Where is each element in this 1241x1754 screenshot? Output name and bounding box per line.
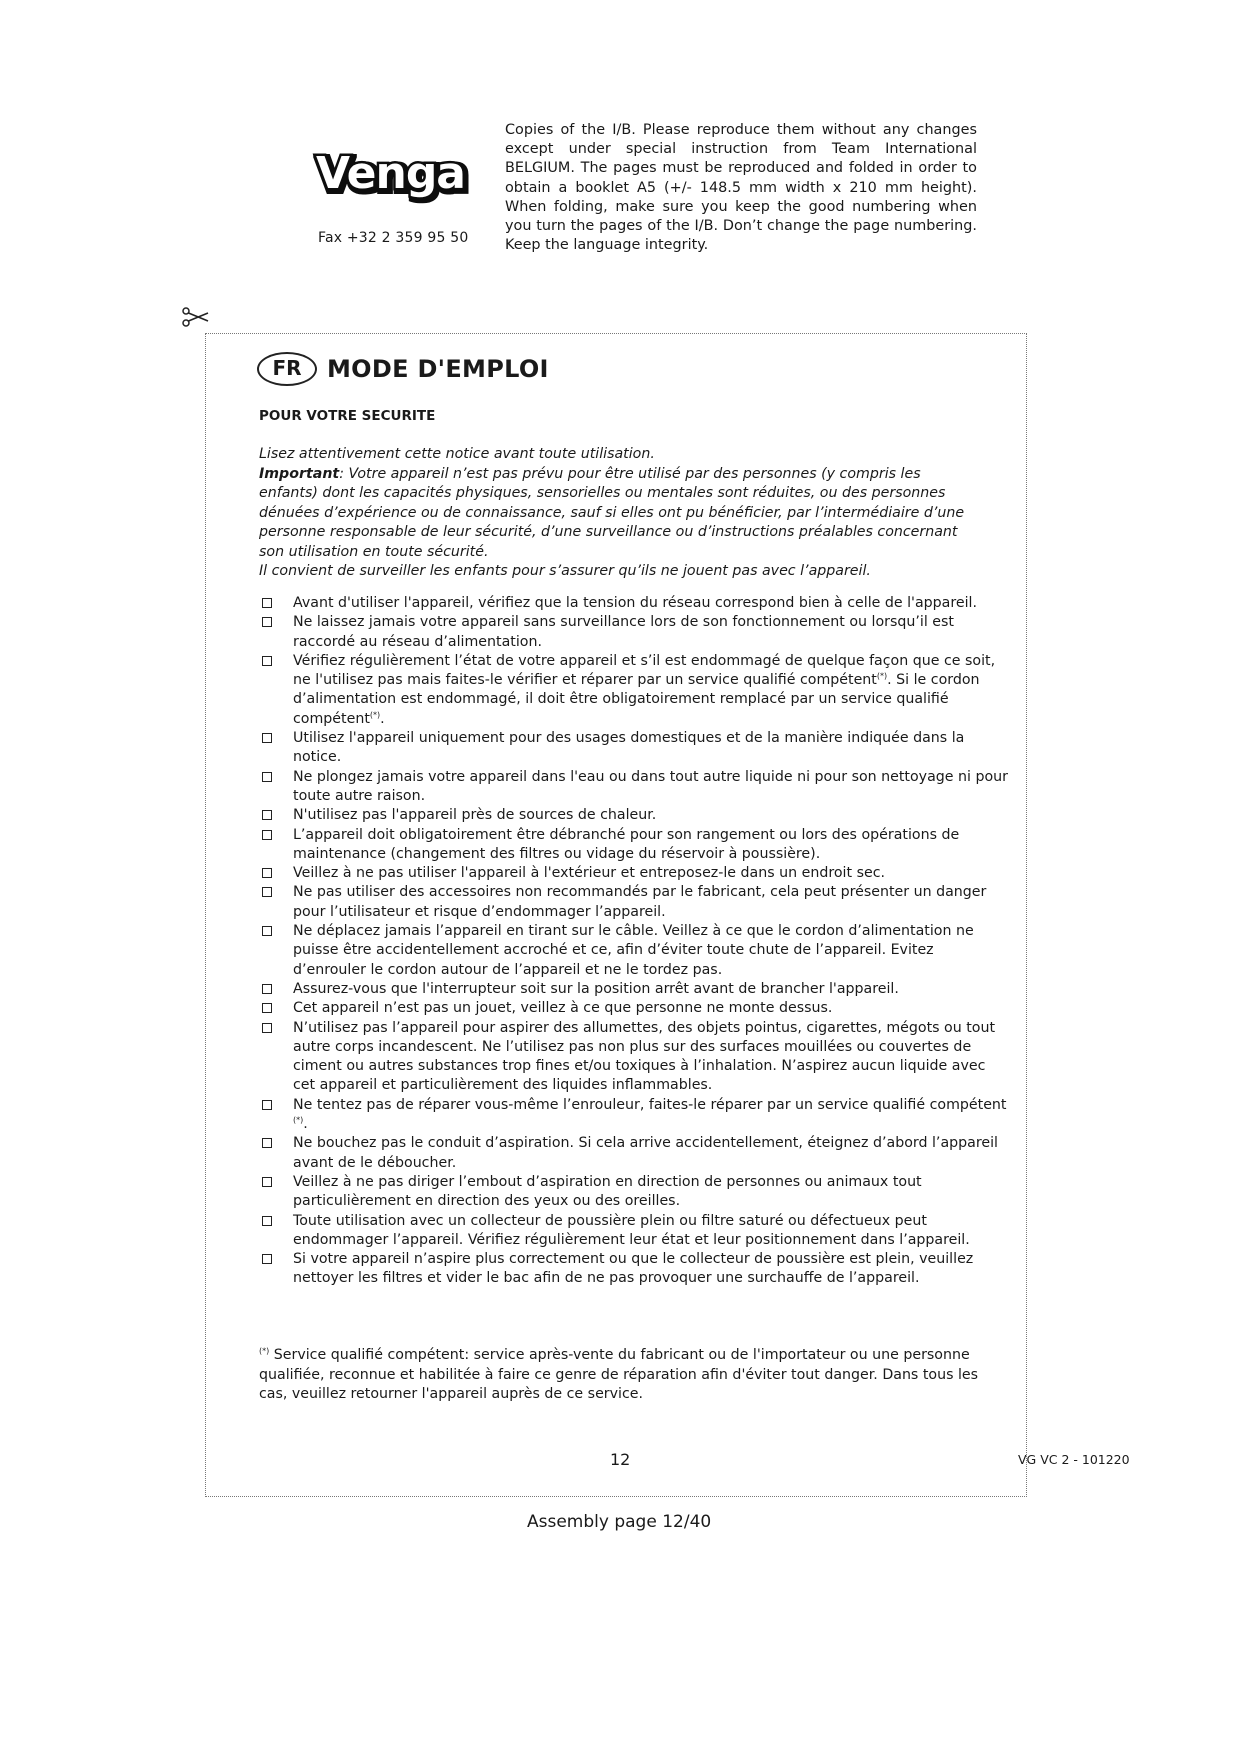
checkbox-bullet-icon <box>262 868 272 878</box>
reproduction-instructions: Copies of the I/B. Please reproduce them without any changes except under special instruction from Team International BELGIUM. The pages must be reproduced and folded in order to obtain a booklet A5 (+/- 148.5 mm width x 210 mm height). When folding, make sure you keep the good numbering when you turn the pages of the I/B. Don’t change the page numbering. Keep the language integrity. <box>505 122 977 254</box>
list-item: N’utilisez pas l’appareil pour aspirer des allumettes, des objets pointus, cigarettes, mégots ou tout autre corps incandescent. Ne l’utilisez pas non plus sur des surfaces mouillées ou couvertes de ciment ou autres substances trop fines et/ou toxiques à l’inhalation. N’aspirez aucun liquide avec cet appareil et particulièrement des liquides inflammables. <box>259 1019 1009 1096</box>
list-item: Cet appareil n’est pas un jouet, veillez à ce que personne ne monte dessus. <box>259 999 1009 1018</box>
list-item: Utilisez l'appareil uniquement pour des usages domestiques et de la manière indiquée dans la notice. <box>259 729 1009 768</box>
checkbox-bullet-icon <box>262 733 272 743</box>
checkbox-bullet-icon <box>262 656 272 666</box>
fax-number: Fax +32 2 359 95 50 <box>318 230 469 246</box>
checkbox-bullet-icon <box>262 1254 272 1264</box>
checkbox-bullet-icon <box>262 772 272 782</box>
list-item: L’appareil doit obligatoirement être débranché pour son rangement ou lors des opérations de maintenance (changement des filtres ou vidage du réservoir à poussière). <box>259 826 1009 865</box>
checkbox-bullet-icon <box>262 617 272 627</box>
list-item: Ne plongez jamais votre appareil dans l'eau ou dans tout autre liquide ni pour son nettoyage ni pour toute autre raison. <box>259 768 1009 807</box>
checkbox-bullet-icon <box>262 1003 272 1013</box>
intro-text <box>259 445 979 582</box>
footnote-marker: (*) <box>293 1115 304 1125</box>
checkbox-bullet-icon <box>262 1138 272 1148</box>
section-subtitle: POUR VOTRE SECURITE <box>259 408 436 424</box>
checkbox-bullet-icon <box>262 1023 272 1033</box>
document-reference-code: VG VC 2 - 101220 <box>1018 1452 1130 1467</box>
page-title: MODE D'EMPLOI <box>327 355 549 383</box>
checkbox-bullet-icon <box>262 1100 272 1110</box>
safety-list <box>259 594 1009 1289</box>
checkbox-bullet-icon <box>262 598 272 608</box>
list-item: Ne déplacez jamais l’appareil en tirant sur le câble. Veillez à ce que le cordon d’alimentation ne puisse être accidentellement accroché et ce, afin d’éviter toute chute de l’appareil. Evitez d’enrouler le cordon autour de l’appareil et ne le tordez pas. <box>259 922 1009 980</box>
checkbox-bullet-icon <box>262 926 272 936</box>
list-item: Toute utilisation avec un collecteur de poussière plein ou filtre saturé ou défectueux peut endommager l’appareil. Vérifiez régulièrement leur état et leur positionnement dans l’appareil. <box>259 1212 1009 1251</box>
footnote: (*) Service qualifié compétent: service après-vente du fabricant ou de l'importateur ou une personne qualifiée, reconnue et habilitée à faire ce genre de réparation afin d'éviter tout danger. Dans tous les cas, veuillez retourner l'appareil auprès de ce service. <box>259 1346 979 1402</box>
checkbox-bullet-icon <box>262 984 272 994</box>
list-item: Ne tentez pas de réparer vous-même l’enrouleur, faites-le réparer par un service qualifié compétent (*). <box>259 1096 1009 1135</box>
list-item: Avant d'utiliser l'appareil, vérifiez que la tension du réseau correspond bien à celle de l'appareil. <box>259 594 1009 613</box>
assembly-page-label: Assembly page 12/40 <box>527 1512 712 1532</box>
important-label: Important <box>259 465 340 482</box>
important-text: : Votre appareil n’est pas prévu pour être utilisé par des personnes (y compris les enfants) dont les capacités physiques, sensorielles ou mentales sont réduites, ou des personnes dénuées d’expérience ou de connaissance, sauf si elles ont pu bénéficier, par l’intermédiaire d’une personne responsable de leur sécurité, d’une surveillance ou d’instructions préalables concernant son utilisation en toute sécurité. <box>259 465 965 560</box>
venga-logo <box>312 140 472 210</box>
footnote-marker: (*) <box>259 1346 270 1356</box>
checkbox-bullet-icon <box>262 887 272 897</box>
list-item: Veillez à ne pas diriger l’embout d’aspiration en direction de personnes ou animaux tout particulièrement en direction des yeux ou des oreilles. <box>259 1173 1009 1212</box>
checkbox-bullet-icon <box>262 1177 272 1187</box>
list-item: Veillez à ne pas utiliser l'appareil à l'extérieur et entreposez-le dans un endroit sec. <box>259 864 1009 883</box>
language-badge: FR <box>257 352 317 386</box>
list-item: Vérifiez régulièrement l’état de votre appareil et s’il est endommagé de quelque façon que ce soit, ne l'utilisez pas mais faites-le vérifier et réparer par un service qualifié compétent(*). Si le cordon d’alimentation est endommagé, il doit être obligatoirement remplacé par un service qualifié compétent(*). <box>259 652 1009 729</box>
list-item: Si votre appareil n’aspire plus correctement ou que le collecteur de poussière est plein, veuillez nettoyer les filtres et vider le bac afin de ne pas provoquer une surchauffe de l’appareil. <box>259 1250 1009 1289</box>
footnote-marker: (*) <box>876 671 888 681</box>
list-item: N'utilisez pas l'appareil près de sources de chaleur. <box>259 806 1009 825</box>
list-item: Ne bouchez pas le conduit d’aspiration. Si cela arrive accidentellement, éteignez d’abord l’appareil avant de le déboucher. <box>259 1134 1009 1173</box>
logo-text: Venga <box>316 148 465 199</box>
checkbox-bullet-icon <box>262 810 272 820</box>
intro-read-carefully: Lisez attentivement cette notice avant toute utilisation. <box>259 446 655 462</box>
scissors-icon <box>180 305 210 329</box>
checkbox-bullet-icon <box>262 1216 272 1226</box>
checkbox-bullet-icon <box>262 830 272 840</box>
footnote-marker: (*) <box>369 710 381 720</box>
page-number: 12 <box>610 1450 631 1469</box>
list-item: Assurez-vous que l'interrupteur soit sur la position arrêt avant de brancher l'appareil. <box>259 980 1009 999</box>
intro-children: Il convient de surveiller les enfants pour s’assurer qu’ils ne jouent pas avec l’appareil. <box>259 563 871 579</box>
list-item: Ne pas utiliser des accessoires non recommandés par le fabricant, cela peut présenter un danger pour l’utilisateur et risque d’endommager l’appareil. <box>259 883 1009 922</box>
intro-important <box>259 465 979 563</box>
list-item: Ne laissez jamais votre appareil sans surveillance lors de son fonctionnement ou lorsqu’il est raccordé au réseau d’alimentation. <box>259 613 1009 652</box>
